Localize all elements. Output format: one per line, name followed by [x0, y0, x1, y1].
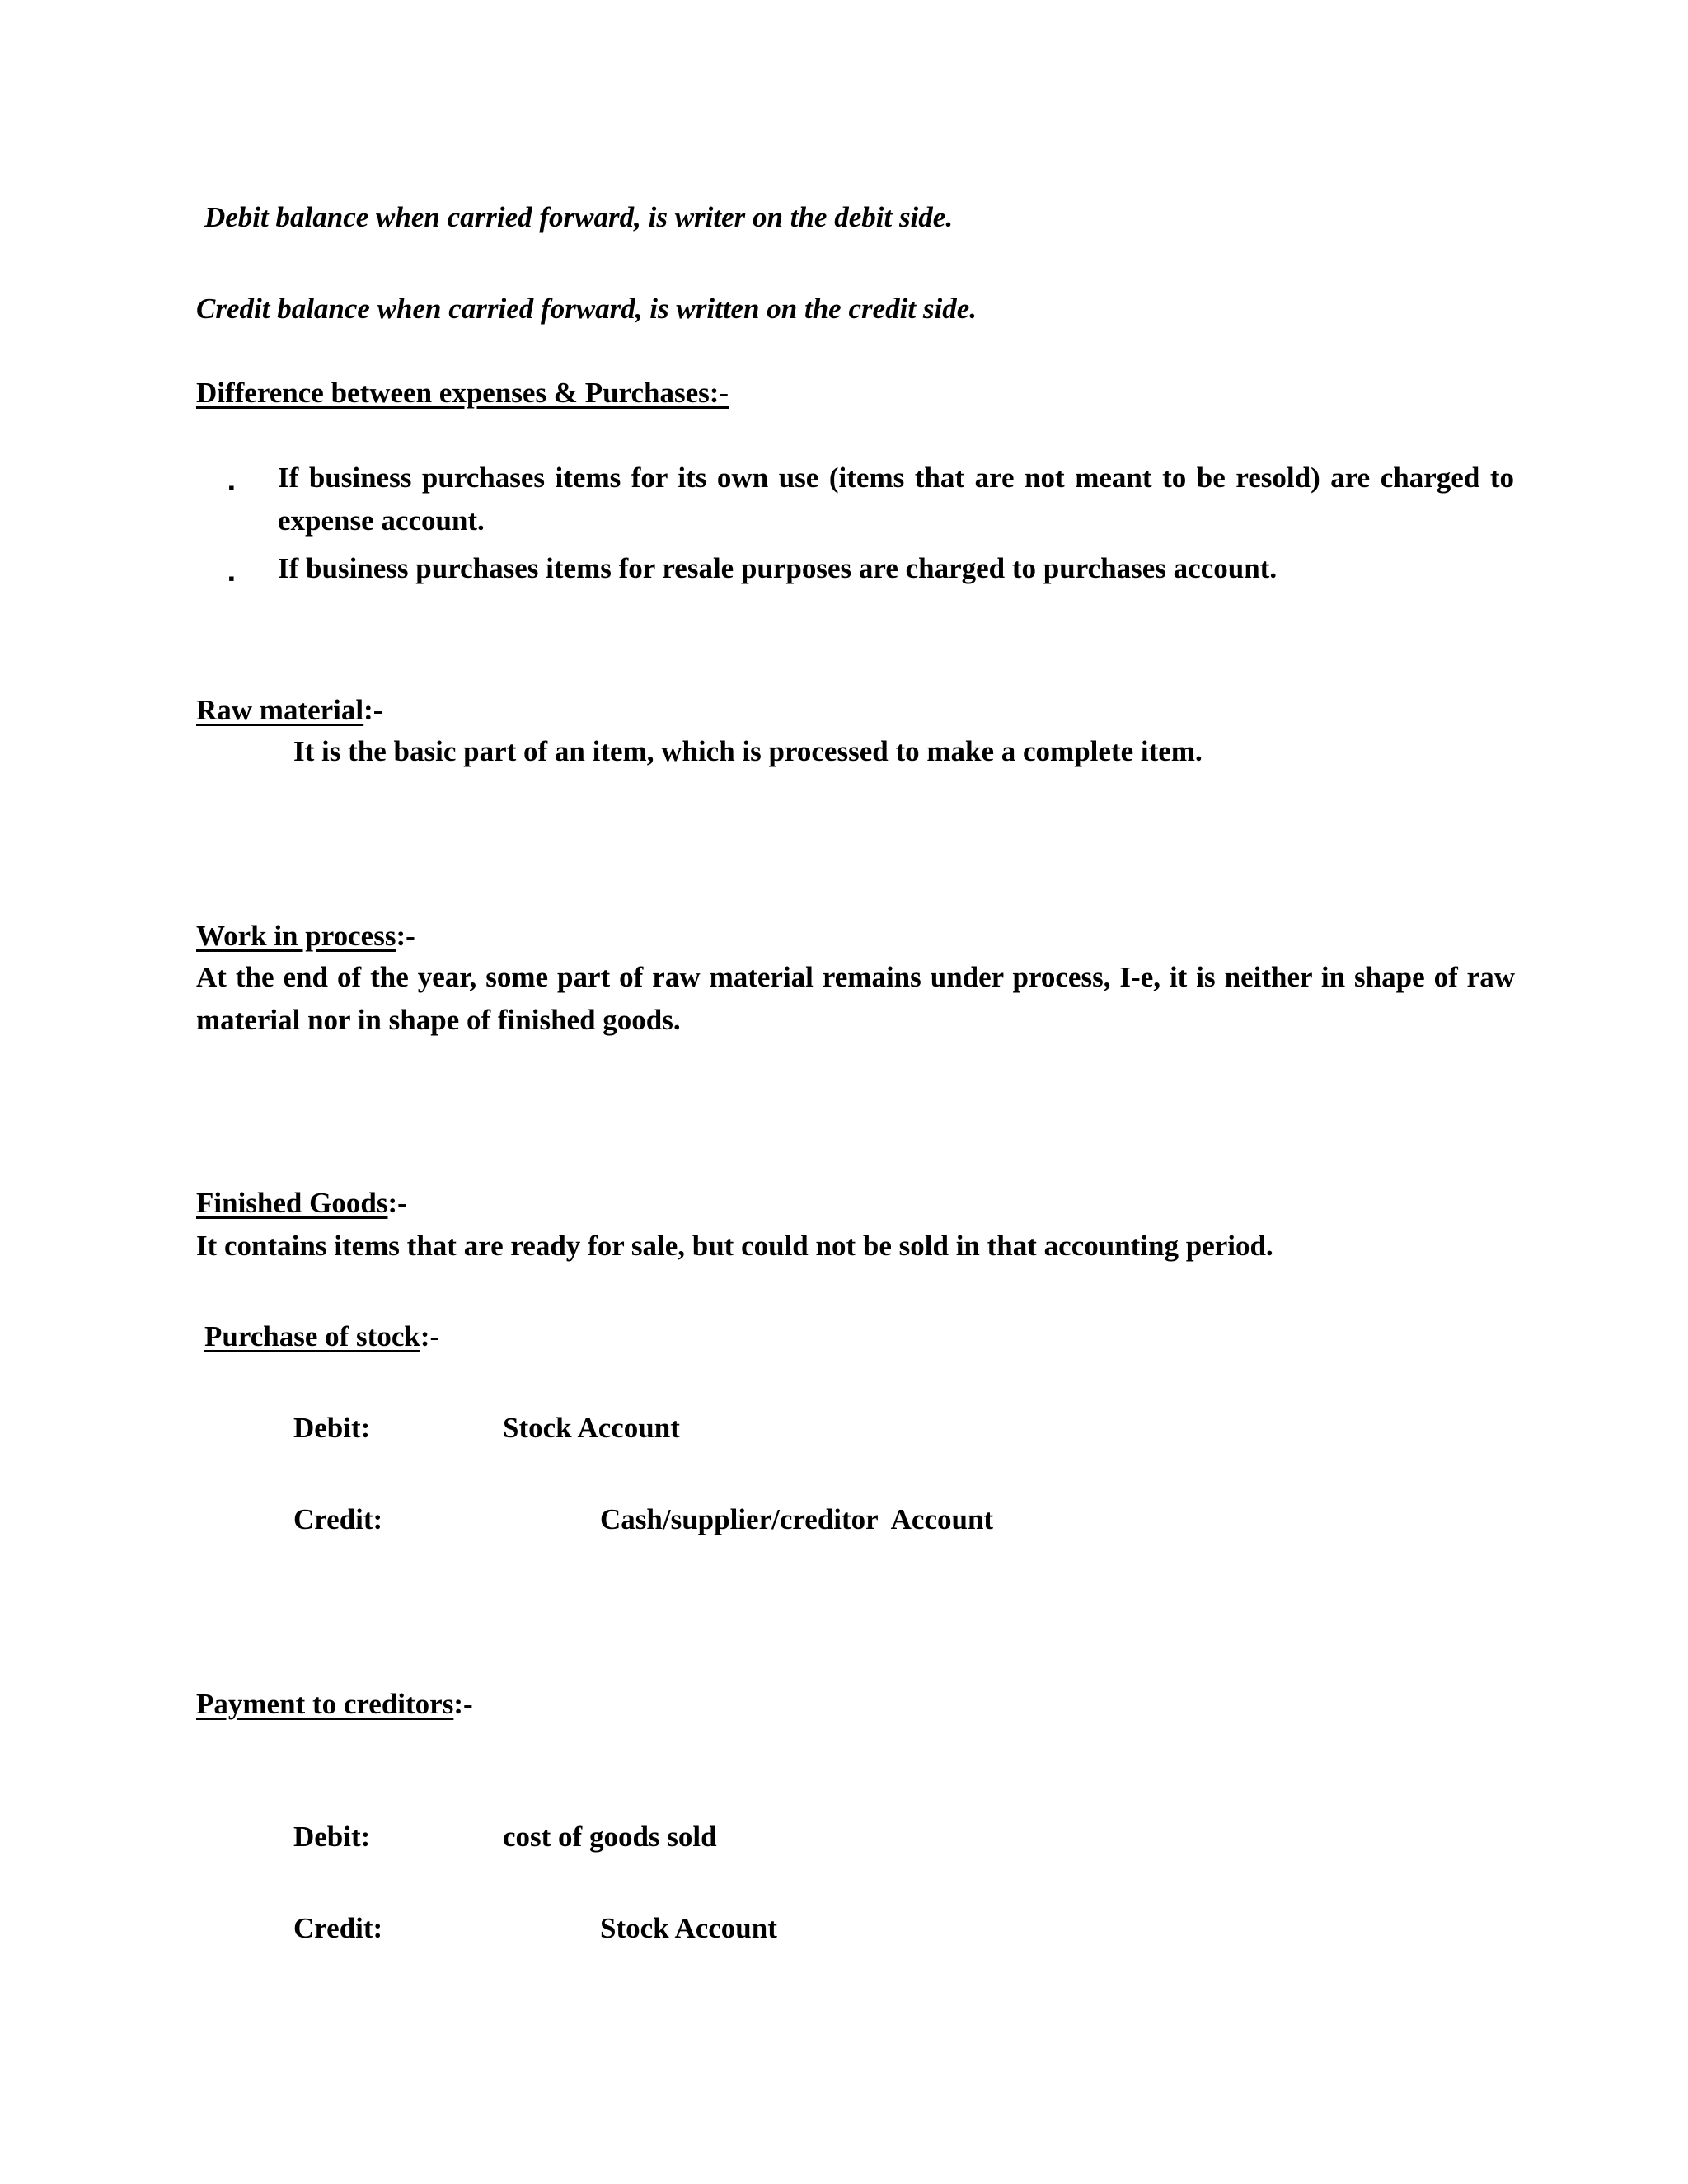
- heading-suffix: :-: [396, 920, 415, 952]
- square-bullet-icon: ▪: [228, 477, 235, 498]
- purchase-debit-label: Debit:: [293, 1412, 371, 1444]
- heading-suffix: :-: [453, 1688, 473, 1720]
- finished-goods-heading: [196, 1182, 407, 1226]
- bullet-item-purchases: If business purchases items for resale purposes are charged to purchases account.: [278, 552, 1278, 584]
- raw-material-text: It is the basic part of an item, which is processed to make a complete item.: [293, 735, 1203, 767]
- bullet-marker: [228, 463, 235, 507]
- heading-suffix: :-: [387, 1187, 407, 1219]
- debit-balance-note: Debit balance when carried forward, is writer on the debit side.: [204, 201, 954, 233]
- square-bullet-icon: ▪: [228, 568, 235, 588]
- purchase-of-stock-title: Purchase of stock: [204, 1320, 420, 1352]
- finished-goods-text: It contains items that are ready for sale, but could not be sold in that accounting period.: [196, 1230, 1273, 1262]
- purchase-debit-value: Stock Account: [503, 1412, 680, 1444]
- bullet-marker: [228, 554, 235, 598]
- heading-suffix: :-: [420, 1320, 440, 1352]
- purchase-credit-label: Credit:: [293, 1503, 383, 1535]
- heading-suffix: :-: [363, 694, 383, 726]
- payment-credit-label: Credit:: [293, 1912, 383, 1944]
- payment-debit-label: Debit:: [293, 1821, 371, 1853]
- payment-credit-value: Stock Account: [600, 1912, 777, 1944]
- work-in-process-heading: [196, 915, 415, 958]
- raw-material-title: Raw material: [196, 694, 364, 726]
- payment-debit-value: cost of goods sold: [503, 1821, 717, 1853]
- purchase-credit-value: Cash/supplier/creditor Account: [600, 1503, 994, 1535]
- work-in-process-title: Work in process: [196, 920, 396, 952]
- purchase-of-stock-heading: [204, 1315, 439, 1359]
- raw-material-heading: [196, 689, 382, 733]
- work-in-process-text: At the end of the year, some part of raw material remains under process, I-e, it is neither in shape of raw material nor in shape of finished goods.: [196, 961, 1515, 1036]
- difference-heading: Difference between expenses & Purchases:-: [196, 377, 729, 409]
- credit-balance-note: Credit balance when carried forward, is written on the credit side.: [196, 293, 977, 325]
- payment-to-creditors-heading: [196, 1683, 473, 1727]
- bullet-item-expense: If business purchases items for its own use (items that are not meant to be resold) are charged to expense account.: [278, 462, 1514, 537]
- payment-to-creditors-title: Payment to creditors: [196, 1688, 454, 1720]
- finished-goods-title: Finished Goods: [196, 1187, 388, 1219]
